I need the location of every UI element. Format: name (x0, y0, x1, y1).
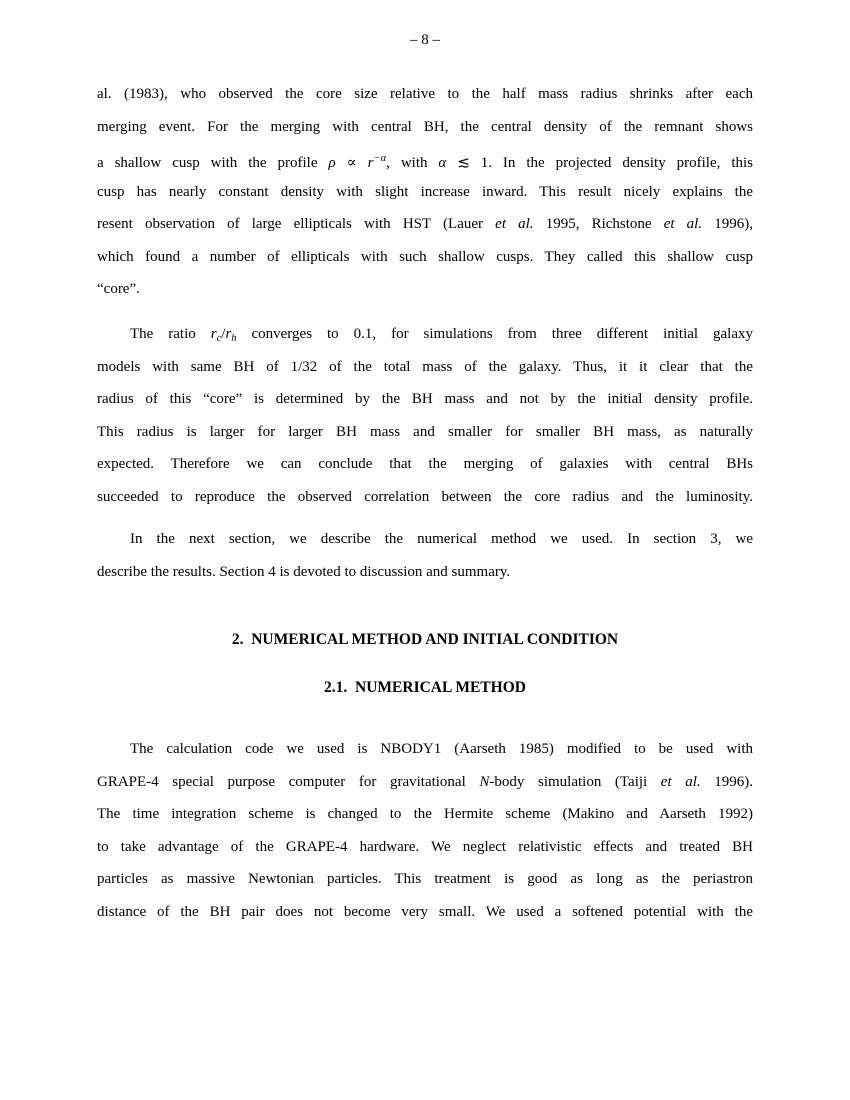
text-segment: converges to 0.1, for simulations from three different initial galaxy (236, 326, 754, 342)
paragraph (97, 78, 753, 306)
text-line (97, 143, 753, 176)
body-text (97, 78, 753, 928)
text-segment: distance of the BH pair does not become very small. We used a softened potential with the (97, 903, 753, 920)
text-segment: The ratio (130, 326, 211, 342)
text-segment: r (225, 326, 232, 342)
text-segment: et al. (660, 773, 701, 790)
text-segment: -body simulation (Taiji (489, 773, 661, 790)
text-segment: 1996). (700, 773, 754, 790)
text-segment: The calculation code we used is NBODY1 (Aarseth 1985) modified to be used with (130, 741, 753, 757)
text-segment: expected. Therefore we can conclude that the merging of galaxies with central BHs (97, 456, 753, 472)
text-segment: r (210, 326, 217, 342)
text-segment: h (231, 333, 237, 344)
text-segment: cusp has nearly constant density with slight increase inward. This result nicely explains the (97, 183, 753, 200)
text-line (97, 481, 753, 514)
text-segment: In the next section, we describe the numerical method we used. In section 3, we (130, 531, 753, 547)
text-line (97, 176, 753, 209)
text-segment: / (221, 326, 226, 342)
text-segment: α (438, 155, 447, 171)
text-line (97, 523, 753, 556)
text-line (97, 766, 753, 799)
text-line (97, 383, 753, 416)
text-line (97, 111, 753, 144)
text-segment: −α (373, 153, 387, 164)
text-segment: The time integration scheme is changed to the Hermite scheme (Makino and Aarseth 1992) (97, 806, 753, 822)
text-line (97, 318, 753, 351)
text-segment: ρ (328, 155, 336, 171)
text-segment: ∝ (335, 155, 368, 171)
text-segment: a shallow cusp with the profile (97, 155, 329, 171)
text-line (97, 556, 753, 589)
text-line (97, 208, 753, 241)
text-line (97, 241, 753, 274)
text-line (97, 798, 753, 831)
text-segment: describe the results. Section 4 is devoted to discussion and summary. (97, 563, 511, 580)
text-segment: merging event. For the merging with central BH, the central density of the remnant shows (97, 118, 753, 135)
text-segment: “core”. (97, 281, 140, 297)
text-line (97, 273, 753, 306)
body-paragraphs-bottom (97, 733, 753, 928)
text-segment: 1995, Richstone (533, 216, 664, 232)
text-line (97, 863, 753, 896)
text-segment: N (479, 773, 490, 790)
text-line (97, 896, 753, 929)
page-number: – 8 – (410, 32, 440, 48)
body-paragraphs-top (97, 78, 753, 588)
text-segment: c (216, 333, 222, 344)
subsection-heading: 2.1. NUMERICAL METHOD (324, 679, 526, 696)
text-segment: r (367, 155, 374, 171)
text-segment: et al. (663, 216, 703, 232)
text-line (97, 831, 753, 864)
section-heading: 2. NUMERICAL METHOD AND INITIAL CONDITION (231, 631, 619, 648)
text-segment: which found a number of ellipticals with such shallow cusps. They called this shallow cusp (97, 248, 753, 265)
text-segment: al. (1983), who observed the core size relative to the half mass radius shrinks after each (97, 86, 753, 102)
text-line (97, 448, 753, 481)
text-segment: GRAPE-4 special purpose computer for gravitational (97, 773, 480, 790)
text-line (97, 733, 753, 766)
paragraph (97, 318, 753, 513)
text-segment: ≲ 1. In the projected density profile, this (446, 155, 753, 171)
text-line (97, 416, 753, 449)
text-line (97, 78, 753, 111)
text-segment: succeeded to reproduce the observed correlation between the core radius and the luminosity. (97, 488, 753, 505)
text-segment: resent observation of large ellipticals with HST (Lauer (97, 216, 496, 232)
text-segment: et al. (495, 216, 534, 232)
paragraph (97, 733, 753, 928)
text-segment: radius of this “core” is determined by the BH mass and not by the initial density profile. (97, 391, 753, 407)
text-line (97, 351, 753, 384)
text-segment: , with (386, 155, 439, 171)
text-segment: particles as massive Newtonian particles. This treatment is good as long as the periastron (97, 871, 753, 887)
text-segment: models with same BH of 1/32 of the total mass of the galaxy. Thus, it it clear that the (97, 358, 753, 375)
text-segment: This radius is larger for larger BH mass and smaller for smaller BH mass, as naturally (97, 423, 753, 440)
text-segment: to take advantage of the GRAPE-4 hardware. We neglect relativistic effects and treated BH (97, 838, 753, 855)
paragraph (97, 523, 753, 588)
text-segment: 1996), (702, 216, 753, 232)
